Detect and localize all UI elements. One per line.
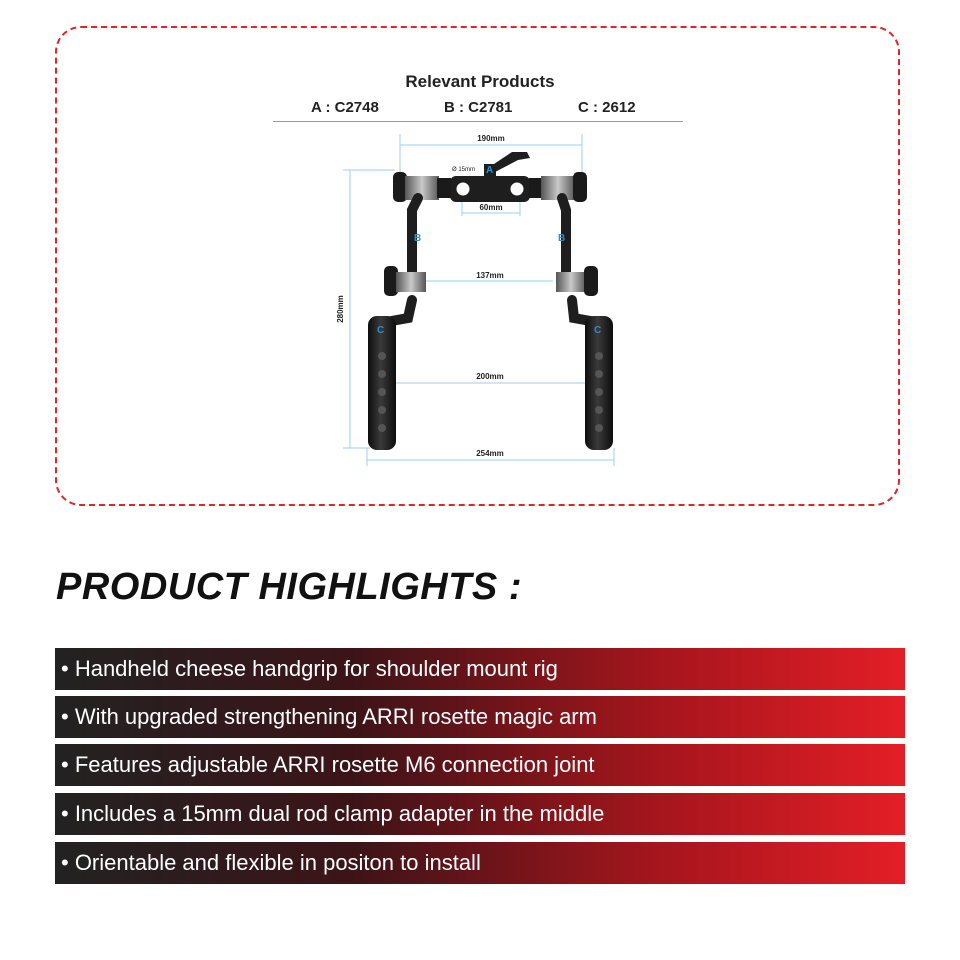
dim-arm-spacing: 137mm — [476, 271, 504, 280]
marker-a: A — [486, 165, 494, 176]
product-code-a: A : C2748 — [311, 99, 379, 116]
dim-rod-diameter: Ø 15mm — [452, 167, 476, 173]
dim-overall-width: 254mm — [476, 449, 504, 458]
highlight-item: • Orientable and flexible in positon to install — [55, 842, 905, 884]
highlight-item: • Features adjustable ARRI rosette M6 connection joint — [55, 744, 905, 786]
magic-arm-right — [562, 198, 596, 322]
left-mid-rosette — [384, 266, 426, 296]
cheese-handgrip-left — [368, 316, 396, 450]
dim-grip-spacing: 200mm — [476, 372, 504, 381]
marker-c-left: C — [377, 325, 385, 336]
product-code-c: C : 2612 — [578, 99, 636, 116]
highlight-item: • With upgraded strengthening ARRI rosette magic arm — [55, 696, 905, 738]
relevant-products-title: Relevant Products — [405, 72, 555, 91]
product-code-b: B : C2781 — [444, 99, 513, 116]
marker-b-right: B — [558, 233, 566, 244]
highlight-item: • Includes a 15mm dual rod clamp adapter in the middle — [55, 793, 905, 835]
magic-arm-left — [386, 198, 418, 322]
highlight-item: • Handheld cheese handgrip for shoulder mount rig — [55, 648, 905, 690]
dim-rod-spacing: 60mm — [479, 203, 503, 212]
dim-top-width: 190mm — [477, 134, 505, 143]
highlights-heading: PRODUCT HIGHLIGHTS : — [56, 566, 522, 608]
cheese-handgrip-right — [585, 316, 613, 450]
marker-c-right: C — [594, 325, 602, 336]
dual-rod-clamp — [450, 152, 530, 202]
marker-b-left: B — [414, 233, 422, 244]
dim-height: 280mm — [336, 295, 345, 323]
